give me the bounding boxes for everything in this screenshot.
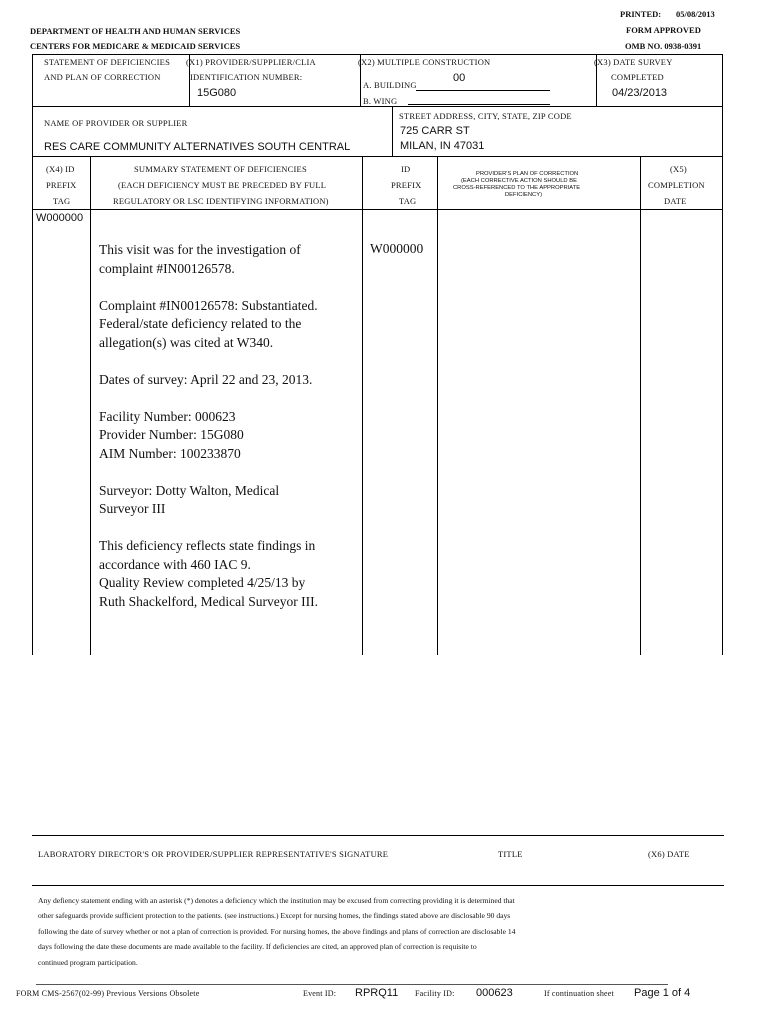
department-name: DEPARTMENT OF HEALTH AND HUMAN SERVICES [30,26,241,36]
paragraph-complaint [99,297,361,353]
address-street: 725 CARR ST [400,125,470,137]
paragraph-findings [99,537,361,611]
title-label: TITLE [498,849,523,859]
building-label: A. BUILDING [363,80,417,90]
provider-name-label: NAME OF PROVIDER OR SUPPLIER [44,118,188,128]
text-line: Quality Review completed 4/25/13 by [99,575,306,590]
summary-header-3: REGULATORY OR LSC IDENTIFYING INFORMATION) [113,196,329,206]
x3-label-1: (X3) DATE SURVEY [594,57,673,67]
text-line: Provider Number: 15G080 [99,427,244,442]
right-prefix-tag: W000000 [370,241,424,256]
wing-underline [408,104,550,105]
notice-line: continued program participation. [38,957,138,967]
x2-label: (X2) MULTIPLE CONSTRUCTION [358,57,491,67]
plan-header-3: CROSS-REFERENCED TO THE APPROPRIATE [453,185,581,191]
footer-rule [36,984,668,985]
building-underline [416,90,550,91]
body-right-rule [722,157,723,655]
id-header-3: TAG [399,196,417,206]
building-value: 00 [453,72,466,84]
text-line: Dates of survey: April 22 and 23, 2013. [99,371,313,387]
disclosure-notice [38,893,515,970]
plan-header-2: (EACH CORRECTIVE ACTION SHOULD BE [461,178,577,184]
form-approved: FORM APPROVED [626,25,701,35]
event-id-value: RPRQ11 [355,987,399,999]
body-divider-summary [362,157,363,655]
id-row-top-rule [32,54,723,55]
x4-header-2: PREFIX [46,180,77,190]
id-header-2: PREFIX [391,180,422,190]
text-line: Surveyor: Dotty Walton, Medical [99,482,280,498]
facility-id-value: 000623 [476,987,513,999]
form-number: FORM CMS-2567(02-99) Previous Versions Obsolete [16,989,200,998]
provider-row-left-rule [32,107,33,157]
notice-line: other safeguards provide sufficient protection to the patients. (see instructions.) Except for nursing homes, the findings stated above are disclosable 90 days [38,911,511,921]
body-divider-plan [640,157,641,655]
text-line: allegation(s) was cited at W340. [99,334,274,350]
x4-header-3: TAG [53,196,71,206]
printed-date: 05/08/2013 [676,9,715,19]
body-divider-id [437,157,438,655]
x5-header-1: (X5) [670,164,687,174]
text-line: Federal/state deficiency related to the [99,316,302,331]
event-id-label: Event ID: [303,989,337,998]
paragraph-surveyor [99,482,361,519]
paragraph-numbers [99,408,361,464]
address-label: STREET ADDRESS, CITY, STATE, ZIP CODE [399,111,572,121]
provider-name-value: RES CARE COMMUNITY ALTERNATIVES SOUTH CENTRAL [44,141,351,153]
text-line: Surveyor III [99,501,166,516]
x5-header-2: COMPLETION [648,180,705,190]
omb-number: OMB NO. 0938-0391 [625,41,702,51]
plan-header-4: DEFICIENCY) [505,192,543,198]
text-line: This visit was for the investigation of [99,242,301,257]
continuation-label: If continuation sheet [544,989,614,998]
signature-label: LABORATORY DIRECTOR'S OR PROVIDER/SUPPLIER REPRESENTATIVE'S SIGNATURE [38,849,389,859]
id-row-right-rule [722,54,723,107]
x4-header-1: (X4) ID [46,164,75,174]
x6-date-label: (X6) DATE [648,849,690,859]
text-line: complaint #IN00126578. [99,260,235,276]
statement-label-1: STATEMENT OF DEFICIENCIES [44,57,171,67]
x1-label-1: (X1) PROVIDER/SUPPLIER/CLIA [186,57,316,67]
notice-line: days following the date these documents are made available to the facility. If deficiencies are cited, an approved plan of correction is requisite to [38,942,477,952]
printed-label: PRINTED: [620,9,662,19]
body-divider-prefix [90,157,91,655]
x3-label-2: COMPLETED [611,72,664,82]
deficiency-summary [99,241,361,630]
paragraph-visit [99,241,361,278]
summary-header-2: (EACH DEFICIENCY MUST BE PRECEDED BY FULL [118,180,327,190]
page-number: Page 1 of 4 [634,987,691,999]
left-prefix-tag: W000000 [36,212,84,224]
text-line: Complaint #IN00126578: Substantiated. [99,297,318,313]
statement-label-2: AND PLAN OF CORRECTION [44,72,161,82]
x5-header-3: DATE [664,196,687,206]
header-bottom-rule [32,209,723,210]
notice-line: Any defiency statement ending with an asterisk (*) denotes a deficiency which the institution may be excused from correcting providing it is determined that [38,896,515,905]
body-left-rule [32,157,33,655]
survey-date-value: 04/23/2013 [612,87,668,99]
summary-header-1: SUMMARY STATEMENT OF DEFICIENCIES [134,164,307,174]
centers-name: CENTERS FOR MEDICARE & MEDICAID SERVICES [30,41,241,51]
id-header-1: ID [401,164,411,174]
x1-label-2: IDENTIFICATION NUMBER: [190,72,303,82]
plan-header-1: PROVIDER'S PLAN OF CORRECTION [476,171,579,177]
provider-row-bottom-rule [32,156,723,157]
provider-row-right-rule [722,107,723,157]
id-row-left-rule [32,54,33,107]
address-city: MILAN, IN 47031 [400,140,485,152]
wing-label: B. WING [363,96,398,106]
text-line: accordance with 460 IAC 9. [99,556,251,572]
provider-id-value: 15G080 [197,87,237,99]
text-line: Ruth Shackelford, Medical Surveyor III. [99,593,318,609]
signature-top-rule [32,835,724,836]
text-line: AIM Number: 100233870 [99,445,241,461]
text-line: Facility Number: 000623 [99,408,236,424]
paragraph-dates [99,371,361,390]
id-row-bottom-rule [32,106,723,107]
facility-id-label: Facility ID: [415,989,455,998]
text-line: This deficiency reflects state findings in [99,538,316,553]
signature-bottom-rule [32,885,724,886]
provider-row-divider [392,107,393,157]
notice-line: following the date of survey whether or not a plan of correction is provided. For nursing homes, the above findings and plans of correction are disclosable 14 [38,926,516,936]
